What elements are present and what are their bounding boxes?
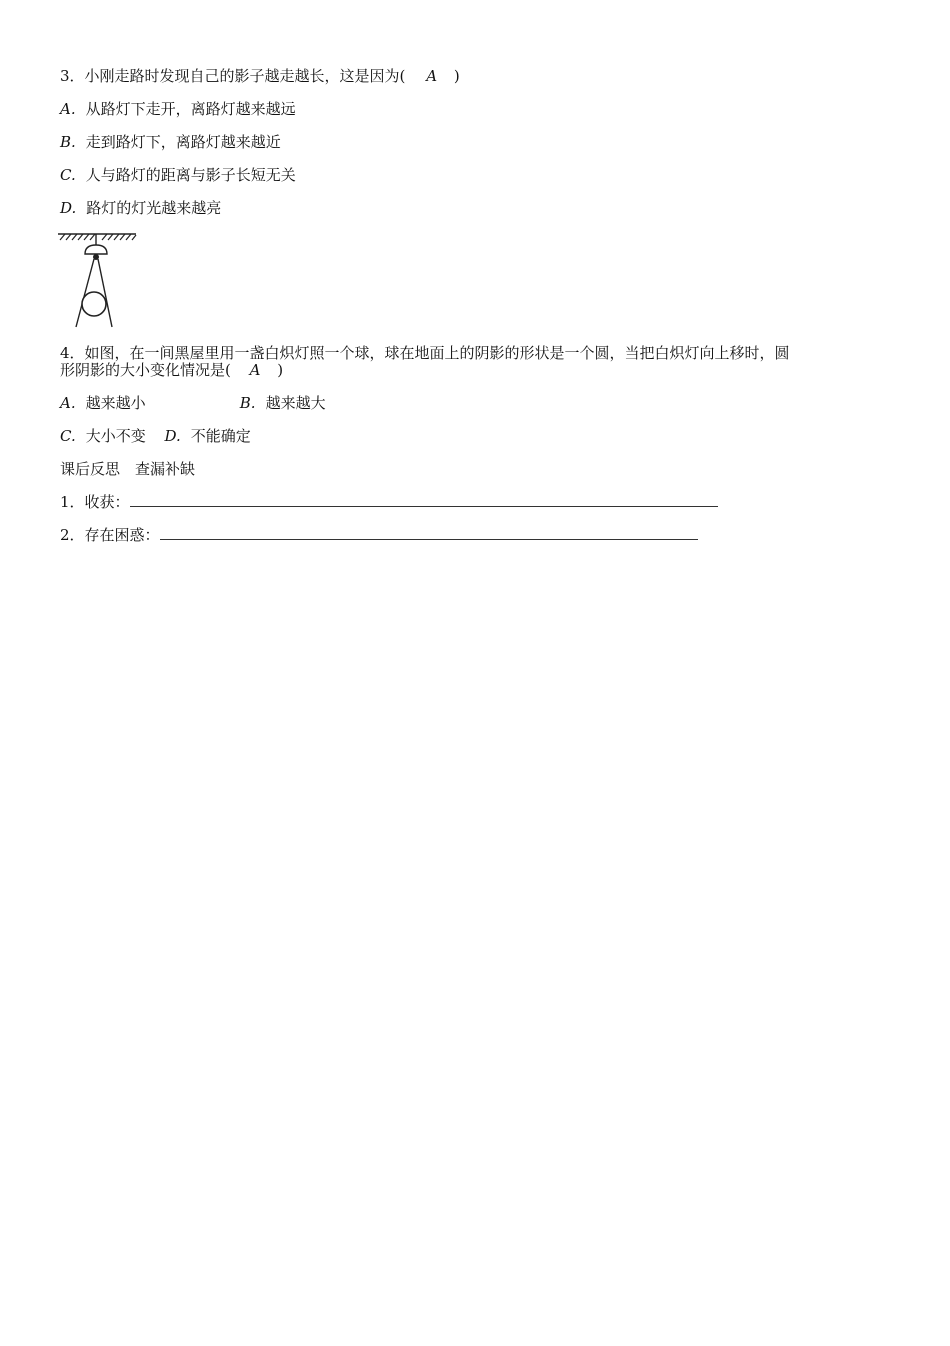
q3-option-c-letter: C. <box>60 166 76 184</box>
reflection-item-gains-label: 1．收获： <box>60 493 130 511</box>
q4-option-a-letter: A. <box>60 394 76 412</box>
q3-option-b-letter: B. <box>60 133 76 151</box>
doubts-answer-blank[interactable] <box>160 525 698 540</box>
q4-option-d <box>165 427 251 445</box>
q3-answer: A <box>426 67 438 85</box>
q4-option-a <box>60 393 235 413</box>
q4-stem-text: 形阴影的大小变化情况是( <box>60 361 231 379</box>
gains-answer-blank[interactable] <box>130 492 718 507</box>
q3-option-a-letter: A. <box>60 100 76 118</box>
q3-option-b-text: 走到路灯下，离路灯越来越近 <box>85 133 281 151</box>
q3-option-c <box>60 165 296 185</box>
q3-option-d-letter: D. <box>60 199 77 217</box>
reflection-heading: 课后反思 查漏补缺 <box>60 460 196 478</box>
q4-option-b-text: 越来越大 <box>265 394 326 412</box>
q3-option-d-text: 路灯的灯光越来越亮 <box>86 199 222 217</box>
q3-option-c-text: 人与路灯的距离与影子长短无关 <box>85 166 296 184</box>
q4-stem-close: ) <box>277 361 284 379</box>
q4-option-c <box>60 427 151 445</box>
q4-option-b-letter: B. <box>239 394 256 412</box>
q4-answer: A <box>249 361 261 379</box>
lamp-shade <box>85 245 107 254</box>
q4-option-d-letter: D. <box>164 427 181 445</box>
q3-option-d <box>60 198 221 218</box>
q4-option-d-text: 不能确定 <box>190 427 251 445</box>
q3-option-a-text: 从路灯下走开，离路灯越来越远 <box>85 100 296 118</box>
q3-stem <box>60 66 460 86</box>
q4-option-a-text: 越来越小 <box>85 394 146 412</box>
reflection-item-doubts <box>60 525 698 545</box>
q4-option-c-letter: C. <box>60 427 76 445</box>
q3-option-a <box>60 99 296 119</box>
lamp-ball-figure <box>56 226 140 332</box>
q3-stem-text: 3．小刚走路时发现自己的影子越走越长，这是因为( <box>60 67 406 85</box>
q4-options-row2 <box>60 426 251 446</box>
q4-option-c-text: 大小不变 <box>85 427 146 445</box>
q4-stem-line2 <box>60 360 283 380</box>
reflection-item-gains <box>60 492 718 512</box>
q4-stem-line1: 4．如图，在一间黑屋里用一盏白炽灯照一个球，球在地面上的阴影的形状是一个圆，当把白炽灯向上移时，圆 <box>60 344 790 362</box>
q3-option-b <box>60 132 281 152</box>
ceiling-hatching <box>60 234 136 240</box>
q4-options-row1 <box>60 393 326 413</box>
q4-option-b <box>235 394 326 412</box>
ball <box>82 292 106 316</box>
reflection-item-doubts-label: 2．存在困惑： <box>60 526 160 544</box>
q3-stem-close: ) <box>453 67 460 85</box>
